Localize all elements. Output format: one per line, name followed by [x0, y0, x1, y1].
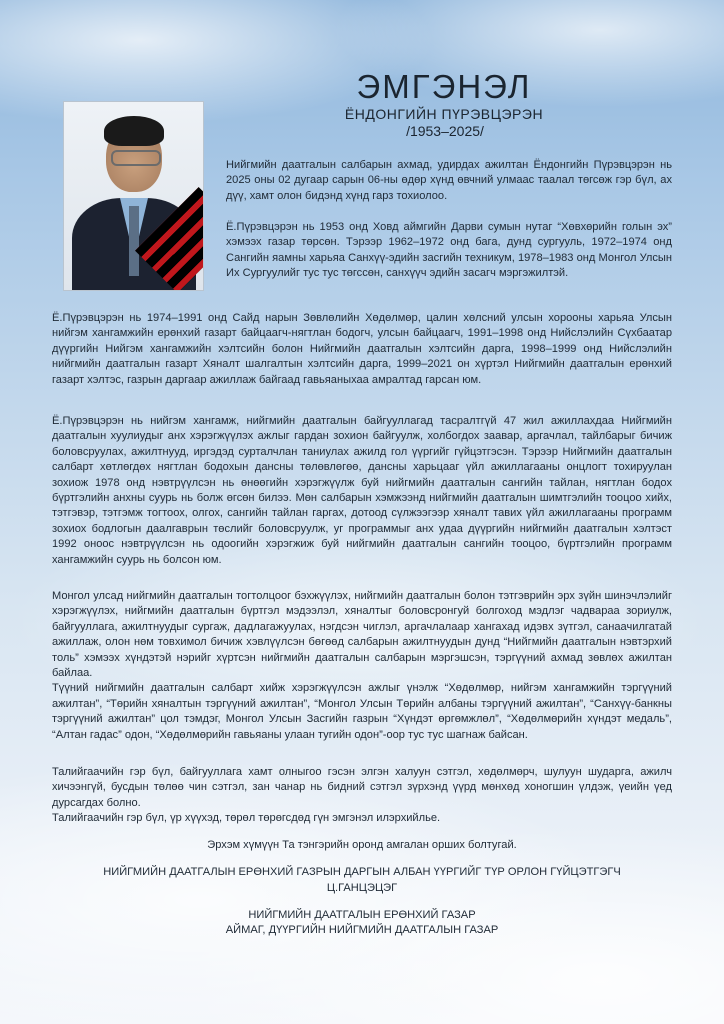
life-years: /1953–2025/ — [406, 123, 484, 139]
paragraph-achievements: Монгол улсад нийгмийн даатгалын тогтолцоог бэхжүүлэх, нийгмийн даатгалын болон тэтгэврийн эрх зүйн шинэчлэлийг хэрэгжүүлэх, нийгмийн даатгалын бүртгэл мэдээлэл, хяналтыг боловсронгуй болгоход мэдлэг чадвараа зориулж, байгууллага, ажилтнуудыг сургаж, дадлагажуулах, нэгдсэн чиглэл, аргачлалаар хангахад идэвх зүтгэл, санаачилгатай ажиллаж, олон нөм товхимол бичиж хэвлүүлсэн бөгөөд салбарын ажилтнуудын дунд “Нийгмийн даатгалын нэвтэрхий толь” хэмээх хүндэтэй нэрийг хүртсэн нийгмийн даатгалын салбарын мэргэшсэн, тэргүүний ахмад зөвлөх ажилтан байлаа. Түүний нийгмийн даатгалын салбарт хийж хэрэгжүүлсэн ажлыг үнэлж “Хөдөлмөр, нийгэм хангамжийн тэргүүний ажилтан”, “Төрийн хяналтын тэргүүний ажилтан”, “Монгол Улсын Төрийн албаны тэргүүний ажилтан”, “Санхүү-банкны тэргүүний ажилтан” цол тэмдэг, Монгол Улсын Засгийн газрын “Хүндэт өргөмжлөл”, “Хөдөлмөрийн хүндэт медаль”, “Алтан гадас” одон, “Хөдөлмөрийн гавьяаны улаан тугийн одон”-оор тус тус шагнаж байсан. — [52, 590, 672, 741]
paragraph-birth-education: Ё.Пүрэвцэрэн нь 1953 онд Ховд аймгийн Дарви сумын нутаг “Хөвхөрийн голын эх” хэмээх газар төрсөн. Тэрээр 1962–1972 онд бага, дунд сургууль, 1972–1974 онд Сангийн яамны харьяа Санхүү-эдийн засгийн техникум, 1978–1983 онд Монгол Улсын Их Сургуулийг тус тус төгссөн, санхүүч эдийн засагч мэргэжилтэй. — [226, 221, 672, 280]
paragraph-announcement: Нийгмийн даатгалын салбарын ахмад, удирдах ажилтан Ёндонгийн Пүрэвцэрэн нь 2025 оны 02 дугаар сарын 06-ны өдөр хүнд өвчний улмаас таалал төгсөж гэр бүл, ах дүү, хамт олон бидэнд хүнд гарз тохиолоо. — [226, 159, 672, 202]
page-title: ЭМГЭНЭЛ — [356, 68, 532, 105]
deceased-name: ЁНДОНГИЙН ПҮРЭВЦЭРЭН — [344, 106, 544, 122]
portrait-tie — [129, 206, 139, 276]
organization-line-2: АЙМАГ, ДҮҮРГИЙН НИЙГМИЙН ДААТГАЛЫН ГАЗАР — [225, 924, 499, 936]
signatory-name: Ц.ГАНЦЭЦЭГ — [326, 882, 398, 894]
organization-line-1: НИЙГМИЙН ДААТГАЛЫН ЕРӨНХИЙ ГАЗАР — [248, 909, 476, 921]
portrait-glasses — [111, 150, 161, 166]
portrait-photo — [63, 101, 204, 291]
paragraph-condolence: Талийгаачийн гэр бүл, байгууллага хамт олныгоо гэсэн элгэн халуун сэтгэл, хөдөлмөрч, шулуун шударга, ажилч хичээнгүй, бусдын төлөө чин сэтгэл, зан чанар нь бидний сэтгэл зүрхэнд үүрд мөнхөд хоногшин үлдэж, үеийн үед дурсагдах болно. Талийгаачийн гэр бүл, үр хүүхэд, төрөл төрөгсдөд гүн эмгэнэл илэрхийлье. — [52, 766, 672, 825]
paragraph-career: Ё.Пүрэвцэрэн нь 1974–1991 онд Сайд нарын Зөвлөлийн Хөдөлмөр, цалин хөлсний улсын хорооны харьяа Улсын нийгэм хангамжийн ерөнхий газарт байцаагч-нягтлан бодогч, улсын байцаагч, 1991–1998 онд Нийслэлийн Сүхбаатар дүүргийн Нийгэм хангамжийн хэлтсийн болон Нийгмийн даатгалын хэлтсийн дарга, 1998–1999 онд Нийслэлийн нийгмийн даатгалын газарт Хяналт шалгалтын хэлтсийн дарга, 1999–2021 он хүртэл Нийгмийн даатгалын ерөнхий газарт хэлтэс, газрын даргаар ажиллаж байгаад гавьяаныхаа амралтад гарсан юм. — [52, 312, 672, 386]
paragraph-contributions: Ё.Пүрэвцэрэн нь нийгэм хангамж, нийгмийн даатгалын байгууллагад тасралтгүй 47 жил ажиллахдаа Нийгмийн даатгалын хуулиудыг анх хэрэгжүүлэх ажлыг гардан зохион байгуулж, холбогдох заавар, аргачлал, тайлбарыг бичиж боловсруулах, ажилтнууд, иргэдэд сурталчлан таниулах ажилд гол үүргийг гүйцэтгэсэн. Тэрээр Нийгмийн даатгалын салбарт хөтлөгдөх нягтлан бодохын дансны төлөвлөгөө, дансны харьцааг үйл ажиллагааны онцлогт тохируулан зохиож 1978 онд нэвтрүүлсэн нь өнөөгийн хэрэгжүүлж буй нийгмийн даатгалын сангийн тайлан, нягтлан бодох бүртгэлийн анхны суурь нь болж өгсөн билээ. Мөн салбарын хэмжээнд нийгмийн даатгалын шимтгэлийн тооцоо хийх, тэтгэвэр, тэтгэмж тогтоох, олгох, сангийн тайлан гаргах, дотоод сүлжээгээр хяналт тавих үйл ажиллагааны программ зохиох бодлогын даалгаврын төслийг боловсруулж, уг программыг анх удаа дүүргийн нийгмийн даатгалын хэлтэст 1992 оноос нэвтрүүлсэн нь одоогийн хэрэгжиж буй нийгмийн даатгалын сангийн тооцоо, бүртгэлийн программ хангамжийн суурь нь болсон юм. — [52, 415, 672, 566]
portrait-hair — [104, 116, 164, 146]
farewell-line: Эрхэм хүмүүн Та тэнгэрийн оронд амгалан орших болтугай. — [207, 839, 517, 851]
signatory-title: НИЙГМИЙН ДААТГАЛЫН ЕРӨНХИЙ ГАЗРЫН ДАРГЫН АЛБАН ҮҮРГИЙГ ТҮР ОРЛОН ГҮЙЦЭТГЭГЧ — [103, 866, 621, 878]
